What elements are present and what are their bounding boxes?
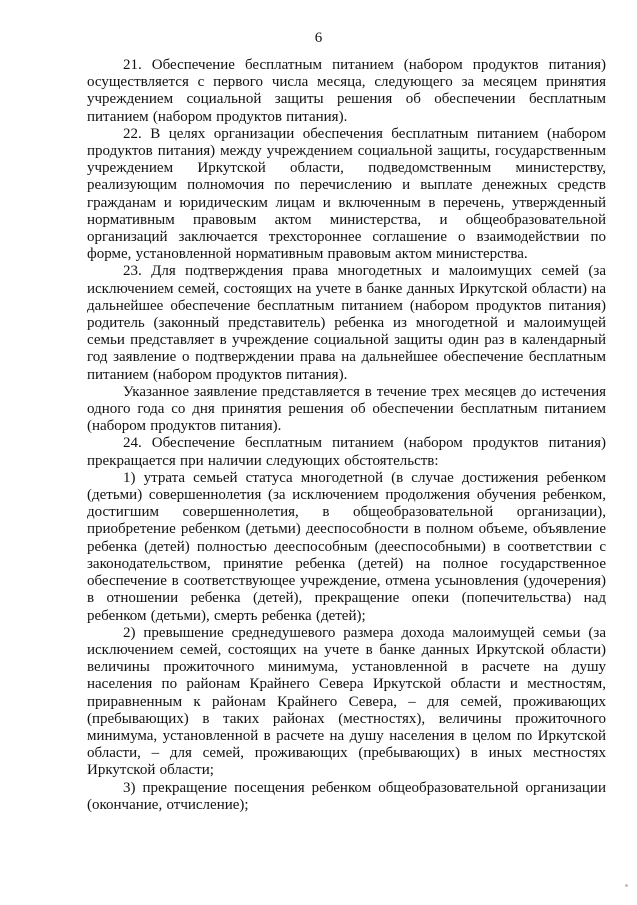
list-item-1: 1) утрата семьей статуса многодетной (в случае достижения ребенком (детьми) совершеннолетия (за исключением продолжения обучения ребенком, достигшим совершеннолетия, в общеобразовательной организации), приобретение ребенком (детьми) дееспособности в полном объеме, объявление ребенка (детей) полностью дееспособным (дееспособными) в соответствии с законодательством, принятие ребенка (детей) на полное государственное обеспечение в соответствующее учреждение, отмена усыновления (удочерения) в отношении ребенка (детей), прекращение опеки (попечительства) над ребенком (детьми), смерть ребенка (детей); [87, 469, 606, 624]
paragraph-23-application-note: Указанное заявление представляется в течение трех месяцев до истечения одного года со дня принятия решения об обеспечении бесплатным питанием (набором продуктов питания). [87, 383, 606, 435]
paragraph-21: 21. Обеспечение бесплатным питанием (набором продуктов питания) осуществляется с первого числа месяца, следующего за месяцем принятия учреждением социальной защиты решения об обеспечении бесплатным питанием (набором продуктов питания). [87, 57, 606, 125]
list-item-2: 2) превышение среднедушевого размера дохода малоимущей семьи (за исключением семей, состоящих на учете в банке данных Иркутской области) величины прожиточного минимума, установленной в расчете на душу населения по районам Крайнего Севера Иркутской области и местностям, приравненным к районам Крайнего Севера, – для семей, проживающих (пребывающих) в таких районах (местностях), величины прожиточного минимума, установленной в расчете на душу населения в целом по Иркутской области, – для семей, проживающих (пребывающих) в иных местностях Иркутской области; [87, 624, 606, 779]
page-number: 6 [314, 30, 323, 46]
paragraph-22: 22. В целях организации обеспечения бесплатным питанием (набором продуктов питания) между учреждением социальной защиты, государственным учреждением Иркутской области, подведомственным министерству, реализующим полномочия по перечислению и выплате денежных средств гражданам и юридическим лицам и включенным в перечень, утвержденный нормативным правовым актом министерства, и общеобразовательной организаций заключается трехстороннее соглашение о взаимодействии по форме, установленной нормативным правовым актом министерства. [87, 125, 606, 263]
scan-speck [625, 884, 628, 887]
list-item-3: 3) прекращение посещения ребенком общеобразовательной организации (окончание, отчисление); [87, 779, 606, 813]
paragraph-24: 24. Обеспечение бесплатным питанием (набором продуктов питания) прекращается при наличии следующих обстоятельств: [87, 435, 606, 469]
paragraph-23: 23. Для подтверждения права многодетных и малоимущих семей (за исключением семей, состоящих на учете в банке данных Иркутской области) на дальнейшее обеспечение бесплатным питанием (набором продуктов питания) родитель (законный представитель) ребенка из многодетной и малоимущей семьи представляет в учреждение социальной защиты один раз в календарный год заявление о подтверждении права на дальнейшее обеспечение бесплатным питанием (набором продуктов питания). [87, 263, 606, 383]
document-body [87, 57, 606, 814]
